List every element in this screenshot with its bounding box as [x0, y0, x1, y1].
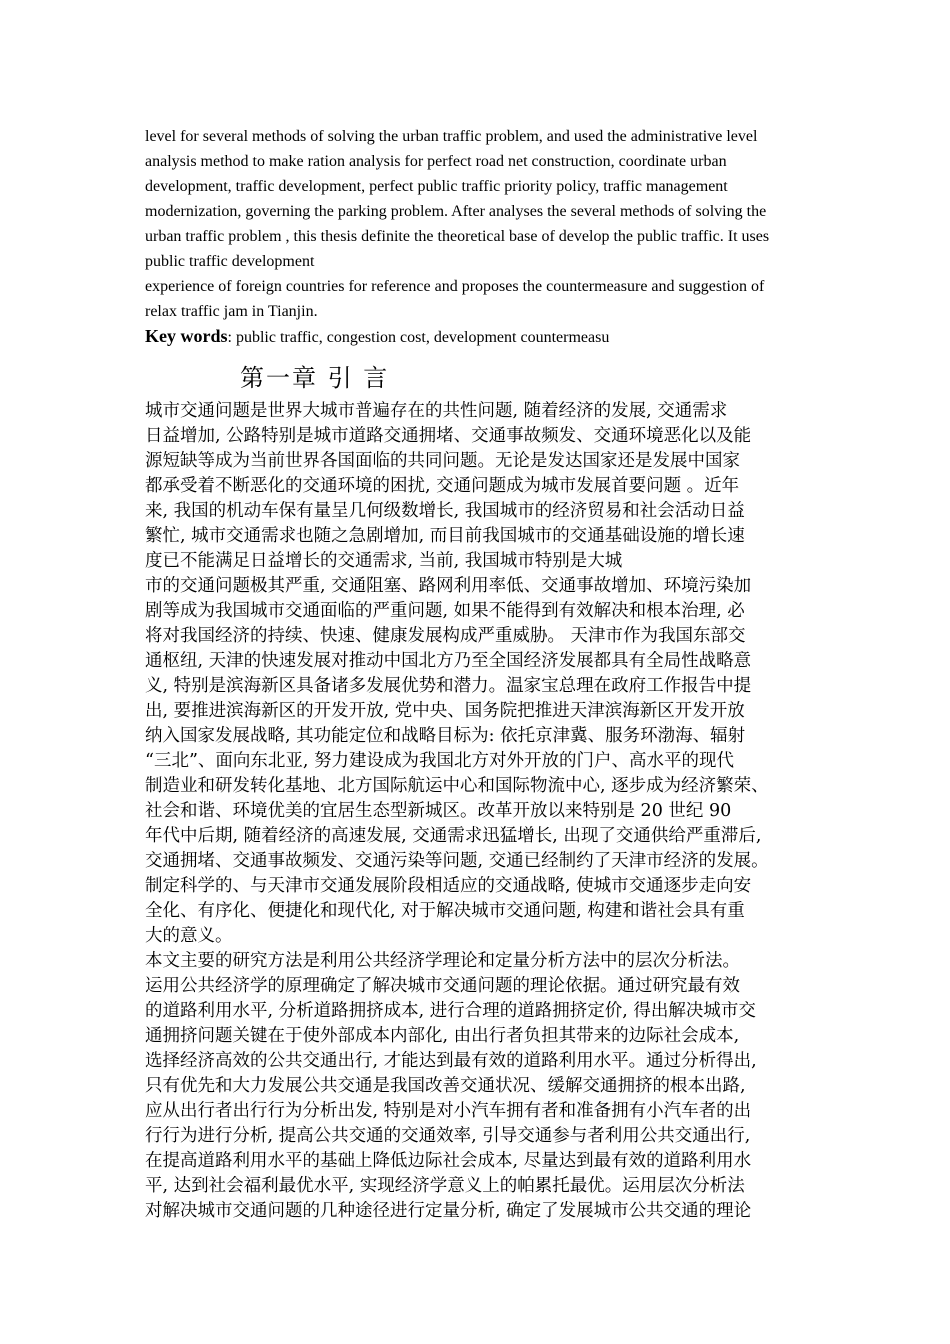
abstract-line: development, traffic development, perfect public traffic priority policy, traffic management [145, 178, 728, 195]
body-line: 运用公共经济学的原理确定了解决城市交通问题的理论依据。通过研究最有效 [145, 976, 740, 996]
body-line: 对解决城市交通问题的几种途径进行定量分析, 确定了发展城市公共交通的理论 [145, 1201, 752, 1221]
body-line: 来, 我国的机动车保有量呈几何级数增长, 我国城市的经济贸易和社会活动日益 [145, 501, 745, 521]
abstract-line: modernization, governing the parking problem. After analyses the several methods of solving the [145, 203, 767, 220]
body-line: 通枢纽, 天津的快速发展对推动中国北方乃至全国经济发展都具有全局性战略意 [145, 651, 752, 671]
body-line: 市的交通问题极其严重, 交通阻塞、路网利用率低、交通事故增加、环境污染加 [145, 576, 752, 596]
body-line: 年代中后期, 随着经济的高速发展, 交通需求迅猛增长, 出现了交通供给严重滞后, [145, 826, 762, 846]
abstract-line: relax traffic jam in Tianjin. [145, 303, 318, 320]
body-line: “三北”、面向东北亚, 努力建设成为我国北方对外开放的门户、高水平的现代 [145, 751, 735, 771]
body-line: 平, 达到社会福利最优水平, 实现经济学意义上的帕累托最优。运用层次分析法 [145, 1176, 745, 1196]
body-line: 日益增加, 公路特别是城市道路交通拥堵、交通事故频发、交通环境恶化以及能 [145, 426, 752, 446]
body-line: 全化、有序化、便捷化和现代化, 对于解决城市交通问题, 构建和谐社会具有重 [145, 901, 745, 921]
body-line: 本文主要的研究方法是利用公共经济学理论和定量分析方法中的层次分析法。 [145, 951, 740, 971]
body-line: 交通拥堵、交通事故频发、交通污染等问题, 交通已经制约了天津市经济的发展。 [145, 851, 769, 871]
body-line: 社会和谐、环境优美的宜居生态型新城区。改革开放以来特别是 20 世纪 90 [145, 801, 732, 821]
keywords-line [145, 326, 609, 347]
body-line: 都承受着不断恶化的交通环境的困扰, 交通问题成为城市发展首要问题 。近年 [145, 476, 740, 496]
keywords-label: Key words [145, 326, 228, 346]
body-line: 将对我国经济的持续、快速、健康发展构成严重威胁。 天津市作为我国东部交 [145, 626, 746, 646]
keywords-text: : public traffic, congestion cost, development countermeasu [227, 329, 610, 346]
abstract-line: analysis method to make ration analysis for perfect road net construction, coordinate urban [145, 153, 727, 170]
body-line: 繁忙, 城市交通需求也随之急剧增加, 而目前我国城市的交通基础设施的增长速 [145, 526, 745, 546]
body-line: 义, 特别是滨海新区具备诸多发展优势和潜力。温家宝总理在政府工作报告中提 [145, 676, 752, 696]
body-line: 选择经济高效的公共交通出行, 才能达到最有效的道路利用水平。通过分析得出, [145, 1051, 757, 1071]
body-line: 只有优先和大力发展公共交通是我国改善交通状况、缓解交通拥挤的根本出路, [145, 1076, 746, 1096]
abstract-line: urban traffic problem , this thesis definite the theoretical base of develop the public traffic. It uses [145, 228, 770, 245]
body-line: 纳入国家发展战略, 其功能定位和战略目标为: 依托京津冀、服务环渤海、辐射 [145, 726, 746, 746]
body-line: 在提高道路利用水平的基础上降低边际社会成本, 尽量达到最有效的道路利用水 [145, 1151, 752, 1171]
body-line: 剧等成为我国城市交通面临的严重问题, 如果不能得到有效解决和根本治理, 必 [145, 601, 745, 621]
abstract-line: experience of foreign countries for reference and proposes the countermeasure and suggestion of [145, 278, 765, 295]
chapter-title: 第一章 引 言 [240, 364, 390, 392]
body-line: 制造业和研发转化基地、北方国际航运中心和国际物流中心, 逐步成为经济繁荣、 [145, 776, 769, 796]
body-line: 制定科学的、与天津市交通发展阶段相适应的交通战略, 使城市交通逐步走向安 [145, 876, 752, 896]
body-line: 度已不能满足日益增长的交通需求, 当前, 我国城市特别是大城 [145, 551, 623, 571]
body-line: 城市交通问题是世界大城市普遍存在的共性问题, 随着经济的发展, 交通需求 [145, 401, 728, 421]
body-line: 源短缺等成为当前世界各国面临的共同问题。无论是发达国家还是发展中国家 [145, 451, 740, 471]
body-line: 出, 要推进滨海新区的开发开放, 党中央、国务院把推进天津滨海新区开发开放 [145, 701, 745, 721]
abstract-line: level for several methods of solving the urban traffic problem, and used the administrative level [145, 128, 758, 145]
abstract-line: public traffic development [145, 253, 315, 270]
body-line: 应从出行者出行行为分析出发, 特别是对小汽车拥有者和准备拥有小汽车者的出 [145, 1101, 752, 1121]
body-line: 大的意义。 [145, 926, 233, 946]
body-line: 行行为进行分析, 提高公共交通的交通效率, 引导交通参与者利用公共交通出行, [145, 1126, 751, 1146]
body-line: 通拥挤问题关键在于使外部成本内部化, 由出行者负担其带来的边际社会成本, [145, 1026, 740, 1046]
body-line: 的道路利用水平, 分析道路拥挤成本, 进行合理的道路拥挤定价, 得出解决城市交 [145, 1001, 756, 1021]
